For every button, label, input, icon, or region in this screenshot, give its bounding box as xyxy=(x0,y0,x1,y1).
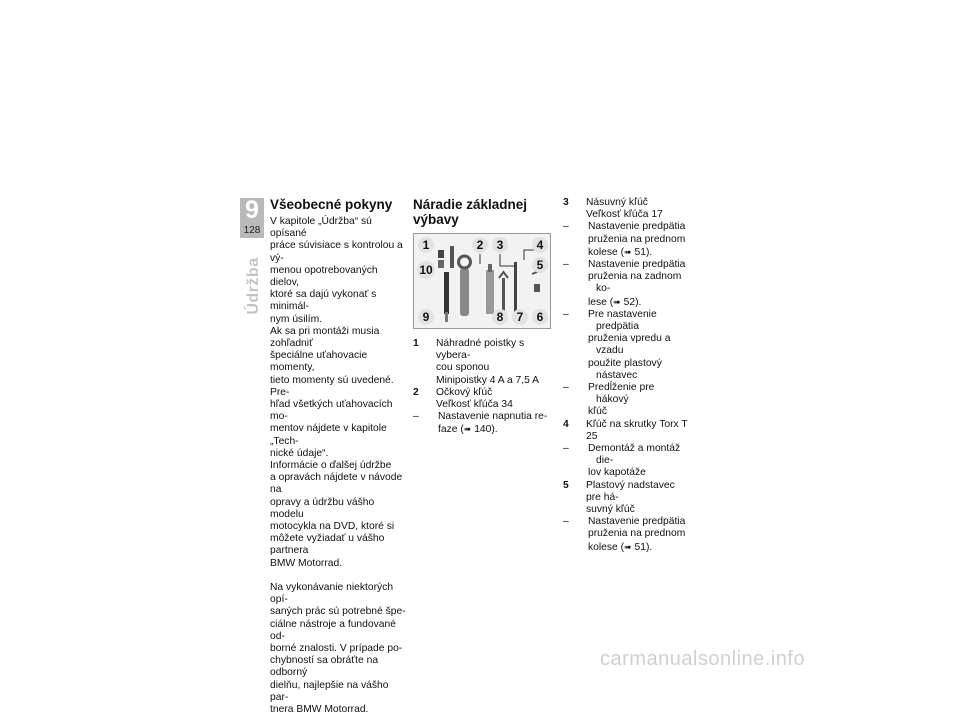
list-item: 2 Očkový kľúč Veľkosť kľúča 34 xyxy=(413,386,513,411)
text-line: nym úsilím. xyxy=(270,313,323,325)
text-line: Ak sa pri montáži musia zohľadniť xyxy=(270,325,380,350)
page-ref-arrow-icon: ➠ xyxy=(463,424,472,435)
callout-1: 1 xyxy=(422,238,430,252)
toolkit-illustration xyxy=(413,233,551,329)
ring-spanner-icon xyxy=(460,268,469,316)
open-spanner-icon xyxy=(502,278,505,314)
sub-item: – Nastavenie predpätia pruženia na prednom kolese (➠ 51). xyxy=(563,221,686,258)
torx-key-icon xyxy=(514,262,517,314)
callout-9: 9 xyxy=(422,310,430,324)
text-line: Informácie o ďalšej údržbe xyxy=(270,460,392,472)
page-number: 128 xyxy=(243,225,261,236)
page-ref-arrow-icon: ➠ xyxy=(624,541,632,552)
callout-8: 8 xyxy=(496,310,504,324)
text-line: motocykla na DVD, ktoré si xyxy=(270,521,395,533)
text-line: môžete vyžiadať u vášho partnera xyxy=(270,533,385,557)
fuse-puller-icon xyxy=(438,250,444,258)
text-line: Na vykonávanie niektorých opí- xyxy=(270,581,394,606)
general-notes-heading: Všeobecné pokyny xyxy=(270,197,393,212)
toolkit-column xyxy=(413,197,553,437)
callout-7: 7 xyxy=(516,310,524,324)
socket-wrench-icon xyxy=(486,270,494,314)
fuse-icon xyxy=(450,246,454,268)
text-line: saných prác sú potrebné špe- xyxy=(270,606,406,618)
callout-3: 3 xyxy=(496,238,504,252)
list-item: 1 Náhradné poistky s vybera- cou sponou Minipoistky 4 A a 7,5 A xyxy=(413,338,540,386)
callout-5: 5 xyxy=(536,258,544,272)
text-line: tieto momenty sú uvedené. Pre- xyxy=(270,374,394,398)
text-line: práce súvisiace s kontrolou a vý- xyxy=(270,240,403,264)
text-line: mentov nájdete v kapitole „Tech- xyxy=(270,423,387,447)
general-notes-text xyxy=(270,216,408,570)
chapter-side-title: Údržba xyxy=(245,257,262,315)
chapter-number: 9 xyxy=(245,196,259,224)
callout-6: 6 xyxy=(536,310,544,324)
text-line: špeciálne uťahovacie momenty, xyxy=(270,350,368,374)
callout-10: 10 xyxy=(419,263,433,277)
sub-item: – Nastavenie predpätia pruženia na prednom kolese (➠ 51). xyxy=(563,516,686,553)
list-item: 5 Plastový nadstavec pre há- suvný kľúč xyxy=(563,479,675,516)
sub-item: – Pre nastavenie predpätia pruženia vpredu a vzadu použite plastový nástavec xyxy=(563,308,671,381)
text-line: BMW Motorrad. xyxy=(270,557,343,569)
screwdriver-icon xyxy=(444,272,449,314)
sub-item: – Nastavenie predpätia pruženia na zadnom ko- lese (➠ 52). xyxy=(563,259,686,308)
text-line: menou opotrebovaných dielov, xyxy=(270,264,378,289)
text-line: hľad všetkých uťahovacích mo- xyxy=(270,399,393,423)
general-notes-column xyxy=(270,197,408,716)
toolkit-heading: Náradie základnej výbavy xyxy=(413,197,528,227)
sub-item: – Nastavenie napnutia re- faze (➠ 140). xyxy=(413,411,548,436)
list-item: 3 Násuvný kľúč Veľkosť kľúča 17 xyxy=(563,197,663,221)
text-line: chybností sa obráťte na odborný xyxy=(270,655,379,679)
text-line: tnera BMW Motorrad. xyxy=(270,703,369,715)
text-line: nické údaje“. xyxy=(270,447,329,459)
text-line: opravy a údržbu vášho modelu xyxy=(270,496,375,520)
sub-item: – Demontáž a montáž die- lov kapotáže xyxy=(563,443,681,479)
sub-item: – Predĺženie pre hákový kľúč xyxy=(563,382,655,418)
callout-4: 4 xyxy=(536,238,544,252)
text-line: ktoré sa dajú vykonať s minimál- xyxy=(270,289,377,313)
text-line: borné znalosti. V prípade po- xyxy=(270,642,403,654)
page-ref-arrow-icon: ➠ xyxy=(624,246,632,257)
text-line: dielňu, najlepšie na vášho par- xyxy=(270,679,389,703)
watermark: carmanualsonline.info xyxy=(600,648,806,670)
toolkit-list-continued xyxy=(563,197,688,554)
special-tools-note xyxy=(270,582,408,716)
plastic-adapter-icon xyxy=(534,284,540,292)
text-line: ciálne nástroje a fundované od- xyxy=(270,618,396,642)
list-item: 4 Kľúč na skrutky Torx T 25 xyxy=(563,418,688,442)
text-line: V kapitole „Údržba“ sú opísané xyxy=(270,216,372,240)
callout-2: 2 xyxy=(476,238,484,252)
text-line: a opravách nájdete v návode na xyxy=(270,472,403,496)
page-ref-arrow-icon: ➠ xyxy=(613,296,621,307)
